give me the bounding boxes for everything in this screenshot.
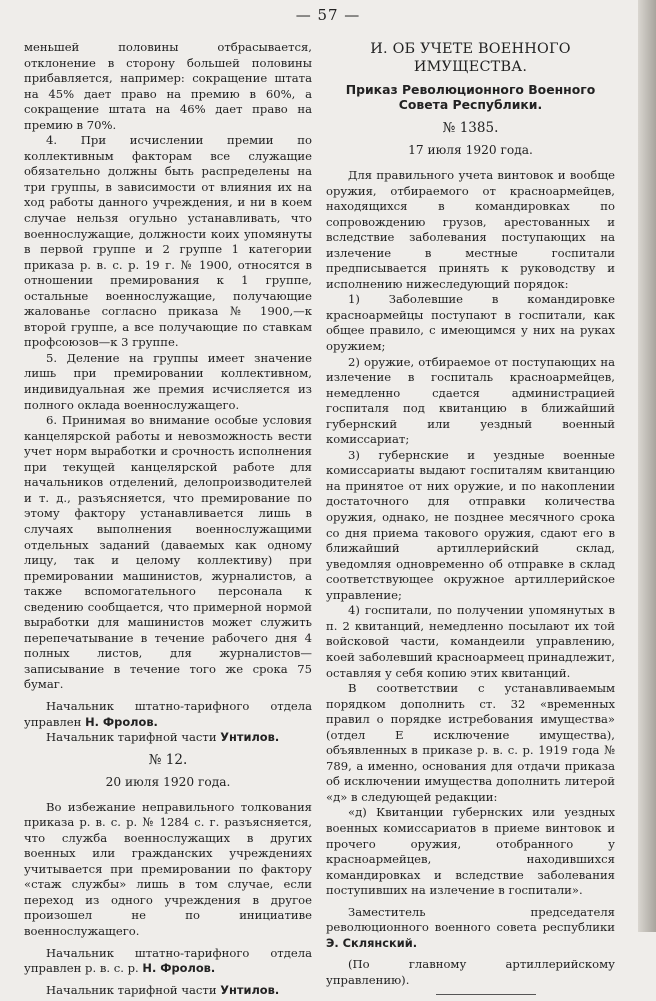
order-number: № 12. [148, 751, 188, 768]
signature-name: Унтилов. [220, 730, 280, 745]
paragraph: 5. Деление на группы имеет значение лишь при премировании коллективном, индивидуальная же премия исчисляется из полного оклада военнослужащего. [24, 350, 312, 412]
signature-name: Н. Фролов. [85, 714, 158, 729]
paragraph: Для правильного учета винтовок и вообще оружия, отбираемого от красноармейцев, находящихся в командировках по сопровождению грузов, арестованных и вследствие заболевания поступающих на излечение в местные госпитали предписывается принять к руководству и исполнению нижеследующий порядок: [326, 168, 615, 291]
right-column [326, 40, 615, 1001]
left-column [24, 40, 312, 998]
paragraph: 4. При исчислении премии по коллективным факторам все служащие обязательно должны быть распределены на три группы, в зависимости от влияния их на ход работы данного учреждения, и ни в коем случае нельзя огульно устанавливать, что военнослужащие, должности коих упомянуты в первой группе и 2 группе 1 категории приказа р. в. с. р. 19 г. № 1900, относятся в отношении премирования к 1 группе, остальные военнослужащие, получающие жалованье согласно приказа № 1900,—к второй группе, а все получающие по ставкам профсоюзов—к 3 группе. [24, 133, 312, 350]
divider [436, 994, 536, 995]
signature-line: Начальник штатно-тарифного отдела управлен Н. Фролов. [24, 698, 312, 729]
paragraph: В соответствии с устанавливаемым порядком дополнить ст. 32 «временных правил о порядке истребования имущества» (отдел Е исключение имущества), объявленных в приказе р. в. с. р. 1919 года № 789, а именно, основания для отдачи приказа об исключении имущества дополнить литерой «д» в следующей редакции: [326, 681, 615, 804]
signature-name: Э. Склянский. [326, 935, 418, 950]
order-date: 20 июля 1920 года. [105, 774, 231, 789]
paragraph: 6. Принимая во внимание особые условия канцелярской работы и невозможность вести учет норм выработки и срочность исполнения при текущей канцелярской работе для начальников отделений, делопроизводителей и т. д., разъясняется, что премирование по этому фактору устанавливается лишь в случаях выполнения военнослужащими отдельных заданий (даваемых как одному лицу, так и целому коллективу) при премировании машинистов, журналистов, а также вспомогательного персонала к сведению сообщается, что примерной нормой выработки для машинистов может служить перепечатывание в течение рабочего дня 4 полных листов, для журналистов—записывание в течение того же срока 75 бумаг. [24, 413, 312, 692]
paragraph: 1) Заболевшие в командировке красноармейцы поступают в госпитали, как общее правило, с имеющимся у них на руках оружием; [326, 292, 615, 354]
section-title: И. ОБ УЧЕТЕ ВОЕННОГО ИМУЩЕСТВА. [370, 41, 571, 75]
paragraph: 2) оружие, отбираемое от поступающих на излечение в госпиталь красноармейцев, немедленно сдается администрацией госпиталя под квитанцию в ближайший губернский или уездный военный комиссариат; [326, 354, 615, 447]
paragraph: «д) Квитанции губернских или уездных военных комиссариатов в приеме винтовок и прочего оружия, отобранного у красноармейцев, находившихся командировках и вследствие заболевания поступивших на излечение в госпитали». [326, 805, 615, 898]
paragraph: меньшей половины отбрасывается, отклонение в сторону большей половины прибавляется, например: сокращение штата на 45% дает право на премию в 60%, а сокращение штата на 46% дает право на премию в 70%. [24, 40, 312, 132]
paragraph: 3) губернские и уездные военные комиссариаты выдают госпиталям квитанцию на принятое от них оружие, и по накоплении достаточного для отправки количества оружия, однако, не позднее месячного срока со дня приема такового оружия, сдают его в ближайший артиллерийский склад, уведомляя одновременно об отправке в склад соответствующее окружное артиллерийское управление; [326, 447, 615, 602]
footnote: (По главному артиллерийскому управлению). [326, 957, 615, 987]
page-edge-shadow [638, 0, 656, 932]
paragraph: Во избежание неправильного толкования приказа р. в. с. р. № 1284 с. г. разъясняется, что служба военнослужащих в других военных или гражданских учреждениях учитывается при премировании по фактору «стаж службы» лишь в том случае, если переход из одного учреждения в другое произошел не по инициативе военнослужащего. [24, 799, 312, 938]
signature-line: Начальник штатно-тарифного отдела управлен р. в. с. р. Н. Фролов. [24, 945, 312, 976]
page-number: — 57 — [295, 6, 361, 24]
signature-line: Заместитель председателя революционного военного совета республики Э. Склянский. [326, 904, 615, 950]
signature-line: Начальник тарифной части Унтилов. [46, 982, 280, 997]
signature-line: Начальник тарифной части Унтилов. [46, 730, 280, 745]
order-number: № 1385. [442, 120, 499, 136]
paragraph: 4) госпитали, по получении упомянутых в п. 2 квитанций, немедленно посылают их той войсковой части, командеили управлению, коей заболевший красноармеец принадлежит, оставляя у себя копию этих квитанций. [326, 603, 615, 680]
signature-name: Унтилов. [220, 982, 280, 997]
order-heading: Приказ Революционного Военного Совета Республики. [345, 82, 596, 112]
signature-name: Н. Фролов. [142, 961, 216, 976]
order-date: 17 июля 1920 года. [408, 143, 533, 157]
